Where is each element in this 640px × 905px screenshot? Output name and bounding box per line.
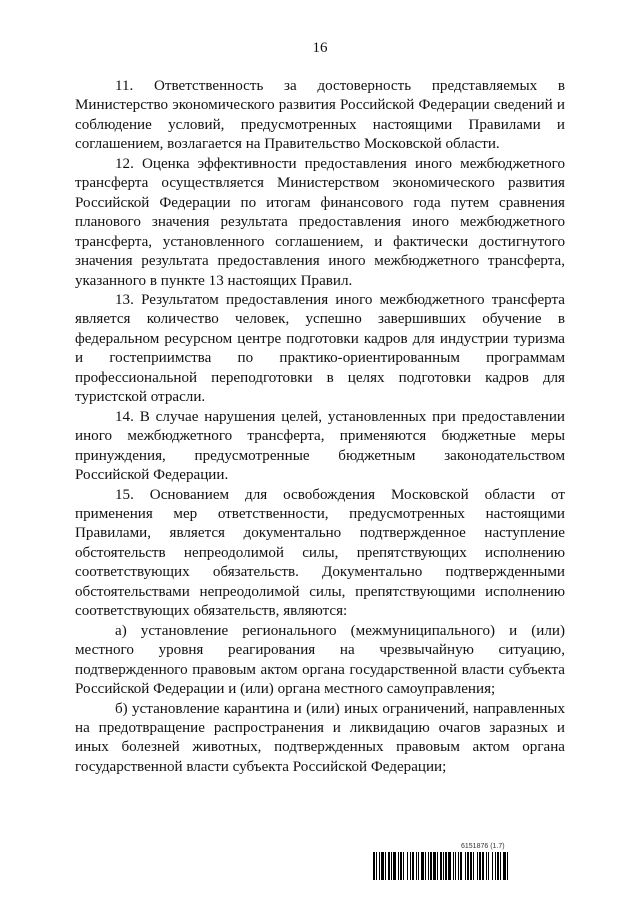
- paragraph-12: 12. Оценка эффективности предоставления иного межбюджетного трансферта осуществляется Министерством экономического развития Российской Федерации по итогам финансового года путем сравнения планового значения результата предоставления иного межбюджетного трансферта, установленного соглашением, и фактически достигнутого значения результата предоставления иного межбюджетного трансферта, указанного в пункте 13 настоящих Правил.: [75, 155, 565, 289]
- document-body: [75, 77, 565, 777]
- paragraph-15: 15. Основанием для освобождения Московской области от применения мер ответственности, предусмотренных настоящими Правилами, является документально подтвержденное наступление обстоятельств непреодолимой силы, препятствующих исполнению соответствующих обязательств. Документально подтвержденными обстоятельствами непреодолимой силы, препятствующими исполнению соответствующих обязательств, являются:: [75, 486, 565, 620]
- paragraph-14: 14. В случае нарушения целей, установленных при предоставлении иного межбюджетного трансферта, применяются бюджетные меры принуждения, предусмотренные бюджетным законодательством Российской Федерации.: [75, 408, 565, 484]
- page-number: 16: [312, 40, 328, 56]
- paragraph-15-a: а) установление регионального (межмуниципального) и (или) местного уровня реагирования на чрезвычайную ситуацию, подтвержденного правовым актом органа государственной власти субъекта Российской Федерации и (или) органа местного самоуправления;: [75, 622, 565, 698]
- paragraph-15-b: б) установление карантина и (или) иных ограничений, направленных на предотвращение распространения и ликвидацию очагов заразных и иных болезней животных, подтвержденных правовым актом органа государственной власти субъекта Российской Федерации;: [75, 700, 565, 775]
- paragraph-13: 13. Результатом предоставления иного межбюджетного трансферта является количество человек, успешно завершивших обучение в федеральном ресурсном центре подготовки кадров для индустрии туризма и гостеприимства по практико-ориентированным программам профессиональной переподготовки в целях подготовки кадров для туристской отрасли.: [75, 291, 565, 406]
- paragraph-11: 11. Ответственность за достоверность представляемых в Министерство экономического развития Российской Федерации сведений и соблюдение условий, предусмотренных настоящими Правилами и соглашением, возлагается на Правительство Московской области.: [75, 78, 565, 153]
- document-code: 6151876 (1.7): [461, 843, 505, 850]
- barcode-image: [373, 852, 565, 880]
